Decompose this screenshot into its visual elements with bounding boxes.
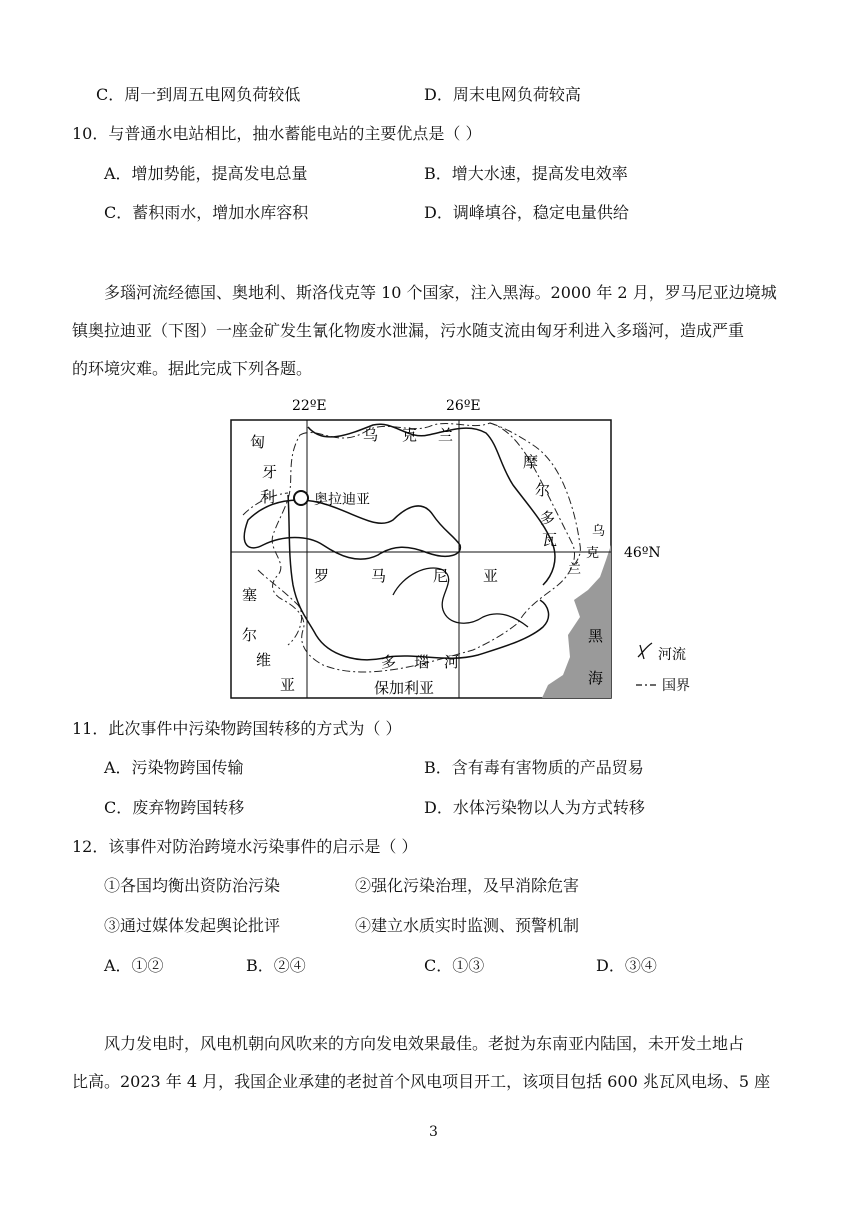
label-ukraine-south-1: 乌: [592, 524, 606, 539]
label-bulgaria: 保加利亚: [374, 679, 435, 697]
label-moldova-1: 摩: [523, 453, 539, 471]
label-danube-2: 瑙: [414, 653, 430, 671]
passage-danube-line3: 的环境灾难。据此完成下列各题。: [72, 359, 313, 378]
q9-option-c: C．周一到周五电网负荷较低: [96, 85, 301, 104]
label-romania-2: 马: [371, 567, 387, 585]
label-moldova-3: 多: [540, 509, 556, 527]
q12-option-b: B．②④: [246, 956, 306, 975]
q12-statement-1: ①各国均衡出资防治污染: [104, 876, 281, 895]
latitude-46n-label: 46ºN: [624, 545, 661, 561]
passage-danube: [72, 274, 832, 388]
label-ukraine-south-3: 兰: [568, 562, 582, 577]
passage-laos-line2: 比高。2023 年 4 月，我国企业承建的老挝首个风电项目开工，该项目包括 600 兆瓦风电场、5 座: [72, 1072, 771, 1091]
label-hungary-2: 牙: [262, 463, 278, 481]
q11-stem: 11．此次事件中污染物跨国转移的方式为（ ）: [72, 719, 402, 738]
label-moldova-2: 尔: [535, 481, 551, 499]
label-romania-3: 尼: [433, 567, 449, 585]
label-ukraine-south-2: 克: [586, 546, 600, 561]
legend-border-label: 国界: [662, 678, 690, 694]
river-siret: [393, 568, 528, 627]
q10-option-c: C．蓄积雨水，增加水库容积: [104, 203, 309, 222]
q12-option-c: C．①③: [424, 956, 485, 975]
label-hungary-1: 匈: [250, 433, 266, 451]
q11-option-b: B．含有毒有害物质的产品贸易: [424, 758, 644, 777]
label-serbia-2: 尔: [242, 626, 258, 644]
page-number: 3: [429, 1124, 438, 1140]
label-danube-3: 河: [444, 653, 460, 671]
label-ukraine-2: 克: [402, 426, 418, 444]
q12-statement-4: ④建立水质实时监测、预警机制: [355, 916, 580, 935]
q12-option-d: D．③④: [596, 956, 657, 975]
q12-option-a: A．①②: [104, 956, 164, 975]
q11-option-d: D．水体污染物以人为方式转移: [424, 798, 645, 817]
legend-river-icon: [638, 643, 652, 659]
q12-statement-2: ②强化污染治理，及早消除危害: [355, 876, 580, 895]
passage-laos-line1: 风力发电时，风电机朝向风吹来的方向发电效果最佳。老挝为东南亚内陆国，未开发土地占: [104, 1034, 745, 1053]
legend-river-label: 河流: [658, 647, 686, 663]
oradea-label: 奥拉迪亚: [314, 492, 370, 508]
label-serbia-3: 维: [256, 651, 272, 669]
passage-danube-line1: 多瑙河流经德国、奥地利、斯洛伐克等 10 个国家，注入黑海。2000 年 2 月，罗马尼亚边境城: [104, 283, 777, 302]
river-transylvania: [244, 500, 460, 559]
label-serbia-4: 亚: [280, 676, 296, 694]
q11-option-a: A．污染物跨国传输: [104, 758, 244, 777]
q10-option-d: D．调峰填谷，稳定电量供给: [424, 203, 629, 222]
q12-statement-3: ③通过媒体发起舆论批评: [104, 916, 281, 935]
romania-map: [228, 395, 728, 700]
label-hungary-3: 利: [260, 488, 276, 506]
label-blacksea-2: 海: [588, 669, 604, 687]
label-blacksea-1: 黑: [588, 627, 604, 645]
label-danube-1: 多: [381, 653, 397, 671]
q10-option-b: B．增大水速，提高发电效率: [424, 164, 628, 183]
q10-option-a: A．增加势能，提高发电总量: [104, 164, 308, 183]
passage-danube-line2: 镇奥拉迪亚（下图）一座金矿发生氰化物废水泄漏，污水随支流由匈牙利进入多瑙河，造成严重: [72, 321, 745, 340]
label-romania-1: 罗: [314, 567, 330, 585]
label-serbia-1: 塞: [242, 586, 258, 604]
label-moldova-4: 瓦: [542, 531, 558, 549]
passage-laos-wind: [72, 1025, 832, 1101]
q12-stem: 12．该事件对防治跨境水污染事件的启示是（ ）: [72, 837, 418, 856]
oradea-city-marker: [294, 491, 308, 505]
label-ukraine-1: 乌: [363, 426, 379, 444]
longitude-26e-label: 26ºE: [446, 398, 481, 414]
q11-option-c: C．废弃物跨国转移: [104, 798, 245, 817]
q9-option-d: D．周末电网负荷较高: [424, 85, 581, 104]
label-ukraine-3: 兰: [438, 426, 454, 444]
label-romania-4: 亚: [483, 567, 499, 585]
longitude-22e-label: 22ºE: [292, 398, 327, 414]
q10-stem: 10．与普通水电站相比，抽水蓄能电站的主要优点是（ ）: [72, 124, 482, 143]
